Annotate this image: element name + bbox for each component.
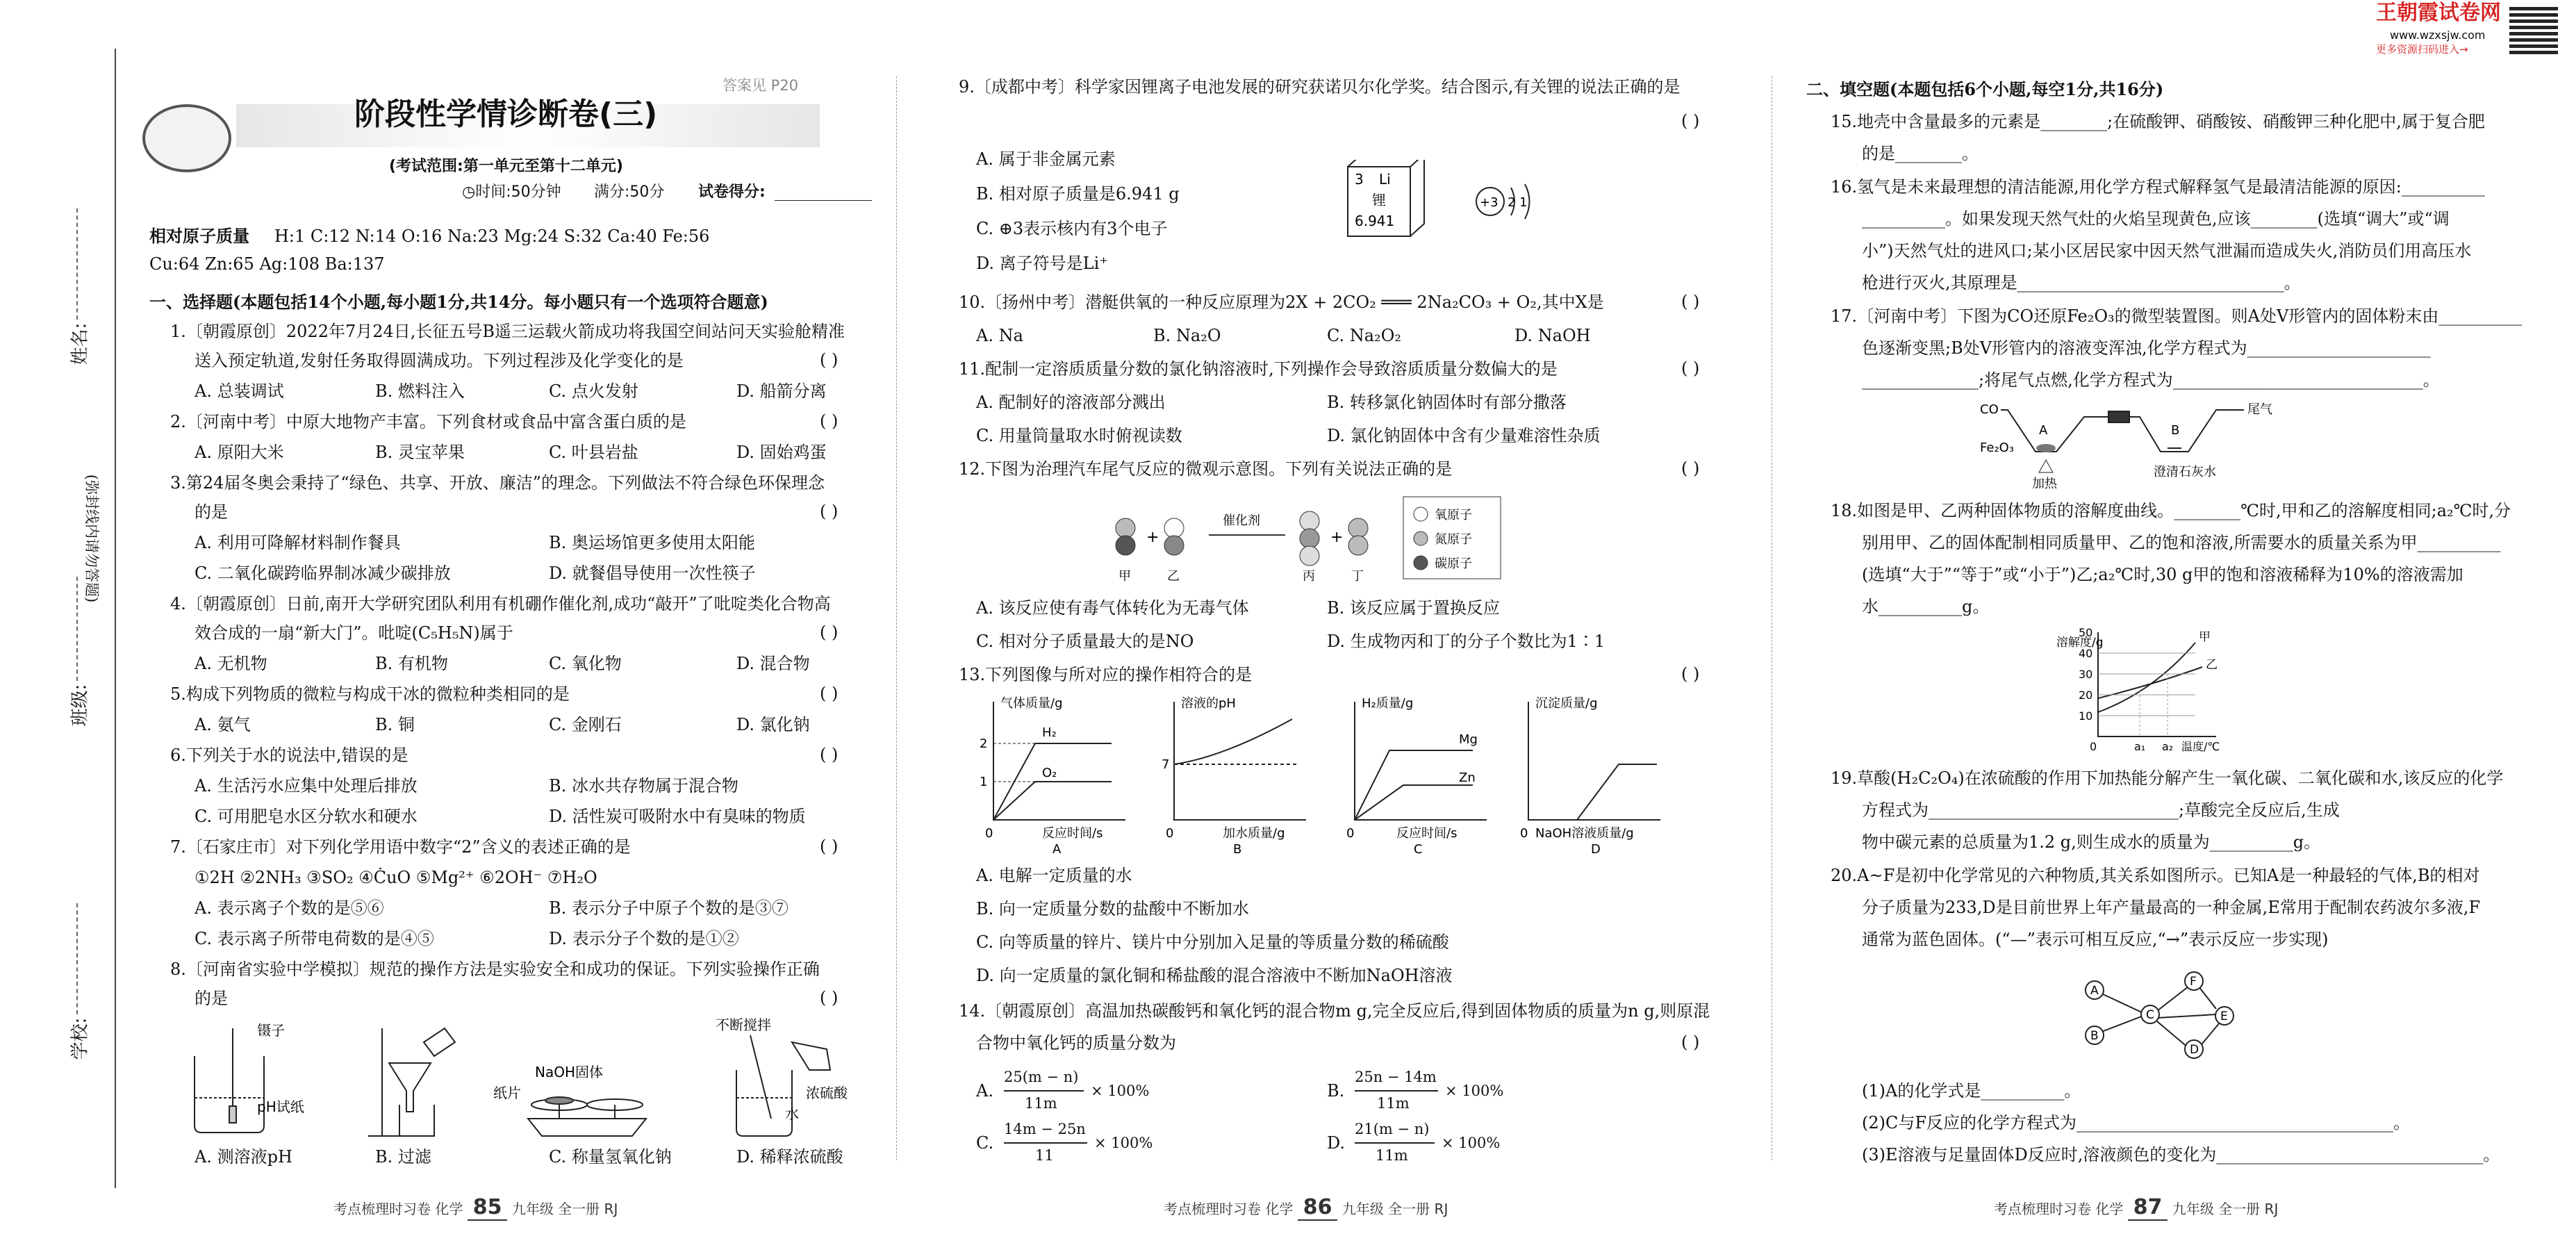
class-label: 班级: [69, 684, 91, 727]
graph-a-zero: 0 [985, 826, 993, 841]
lithium-figure [1341, 160, 1556, 243]
ding-label: 丁 [1351, 569, 1364, 584]
sol-ylabel: 溶解度/g [2056, 636, 2104, 650]
graph-c-zero: 0 [1346, 826, 1355, 841]
q17-line2[interactable]: 色逐渐变黑;B处V形管内的溶液变浑浊,化学方程式为______________________ [1862, 338, 2431, 358]
class-field-line[interactable] [76, 577, 78, 681]
tail-gas-label: 尾气 [2247, 402, 2272, 417]
q13-graphs [973, 695, 1667, 855]
cell-number: 3 [1355, 171, 1364, 188]
footer-left-tail: 九年级 全一册 RJ [511, 1201, 618, 1217]
q14-b-fraction-bar [1355, 1090, 1438, 1092]
graph-c-zn: Zn [1459, 771, 1476, 785]
q14-a-denominator: 11m [1025, 1095, 1057, 1112]
q14-c-fraction-bar [1004, 1142, 1087, 1144]
q14-c-numerator: 14m − 25n [1004, 1121, 1086, 1137]
graph-a-o2: O₂ [1042, 766, 1057, 780]
page-number-85: 85 [468, 1195, 508, 1221]
footer-right-text: 考点梳理时习卷 化学 [1994, 1201, 2124, 1217]
q17-apparatus [1980, 396, 2293, 493]
q16-line2[interactable]: __________。如果发现天然气灶的火焰呈现黄色,应该________(选填“调大”或“调 [1862, 209, 2450, 229]
sol-tick-20: 20 [2079, 689, 2093, 702]
q9-option-a[interactable]: A. 属于非金属元素 [976, 149, 1116, 169]
catalyst-label: 催化剂 [1223, 513, 1260, 528]
footer-left-text: 考点梳理时习卷 化学 [333, 1201, 463, 1217]
cell-symbol: Li [1379, 171, 1391, 188]
graph-b-seven: 7 [1162, 757, 1170, 772]
graph-b-zero: 0 [1166, 826, 1174, 841]
logo-seal-icon [142, 104, 231, 172]
tweezers-label: 镊子 [257, 1022, 285, 1039]
q14-a-fraction-bar [1004, 1090, 1084, 1092]
graph-c-xlabel: 反应时间/s [1396, 826, 1458, 841]
exam-title: 阶段性学情诊断卷(三) [354, 97, 658, 132]
q14-a-numerator: 25(m − n) [1004, 1069, 1079, 1085]
q13-stem: 13.下列图像与所对应的操作相符合的是 [959, 665, 1253, 684]
graph-a-tick1: 1 [980, 775, 988, 789]
name-label: 姓名: [69, 322, 91, 365]
q6-stem: 6.下列关于水的说法中,错误的是 [170, 746, 408, 765]
q16-line1[interactable]: 16.氢气是未来最理想的清洁能源,用化学方程式解释氢气是最清洁能源的原因:__________ [1831, 177, 2485, 197]
school-label: 学校: [69, 1017, 91, 1060]
q12-option-b[interactable]: B. 该反应属于置换反应 [1327, 598, 1500, 618]
node-e: E [2220, 1010, 2228, 1023]
conc-acid-label: 浓硫酸 [806, 1085, 848, 1101]
q7-option-a[interactable]: A. 表示离子个数的是⑤⑥ [195, 898, 384, 918]
brand-slogan: 更多资源扫码进入→ [2376, 43, 2468, 56]
q7-stem: 7.〔石家庄市〕对下列化学用语中数字“2”含义的表述正确的是 [170, 837, 631, 857]
q11-option-a[interactable]: A. 配制好的溶液部分溅出 [976, 393, 1166, 412]
section1-heading: 一、选择题(本题包括14个小题,每小题1分,共14分。每小题只有一个选项符合题意) [149, 292, 768, 312]
q1-option-d[interactable]: D. 船箭分离 [736, 381, 827, 401]
exam-scope: (考试范围:第一单元至第十二单元) [389, 158, 623, 175]
q14-answer-paren[interactable]: ( ) [1681, 1032, 1700, 1052]
sol-a1: a₁ [2134, 740, 2146, 753]
ph-paper-label: pH试纸 [257, 1098, 304, 1115]
q14-b-denominator: 11m [1377, 1095, 1410, 1112]
q12-option-d[interactable]: D. 生成物丙和丁的分子个数比为1∶1 [1327, 632, 1605, 651]
q8-option-d[interactable]: D. 稀释浓硫酸 [736, 1147, 843, 1167]
qr-code-icon[interactable] [2509, 6, 2558, 54]
q14-d-percent: × 100% [1442, 1135, 1501, 1151]
q10-option-c[interactable]: C. Na₂O₂ [1327, 326, 1401, 345]
q15-line2[interactable]: 的是________。 [1862, 144, 1979, 163]
sol-tick-40: 40 [2079, 647, 2093, 660]
q13-option-c[interactable]: C. 向等质量的锌片、镁片中分别加入足量的等质量分数的稀硫酸 [976, 932, 1449, 952]
q16-line3: 小”)天然气灶的进风口;某小区居民家中因天然气泄漏而造成失火,消防员们用高压水 [1862, 241, 2472, 261]
balance-figure [528, 1097, 646, 1136]
q8-stem2: 的是 [195, 989, 228, 1008]
q6-option-d[interactable]: D. 活性炭可吸附水中有臭味的物质 [549, 807, 806, 826]
q2-answer-paren[interactable]: ( ) [820, 411, 839, 431]
point-a-label: A [2039, 423, 2048, 438]
sol-a2: a₂ [2162, 740, 2174, 753]
exam-score: 试卷得分: [698, 183, 766, 201]
solubility-chart [2056, 625, 2230, 757]
q3-stem: 3.第24届冬奥会秉持了“绿色、共享、开放、廉洁”的理念。下列做法不符合绿色环保理念 [170, 473, 825, 493]
brand-url[interactable]: www.wzxsjw.com [2390, 28, 2486, 42]
q11-answer-paren[interactable]: ( ) [1681, 359, 1700, 378]
water-label: 水 [785, 1105, 799, 1122]
q4-option-a[interactable]: A. 无机物 [195, 654, 267, 673]
legend-oxygen: 氧原子 [1435, 508, 1472, 522]
nucleus-label: +3 [1480, 195, 1498, 210]
q20-sub3[interactable]: (3)E溶液与足量固体D反应时,溶液颜色的变化为________________________________。 [1862, 1145, 2500, 1164]
q6-option-a[interactable]: A. 生活污水应集中处理后排放 [195, 776, 418, 796]
graph-d-xlabel: NaOH溶液质量/g [1535, 826, 1634, 841]
footer-right-tail: 九年级 全一册 RJ [2172, 1201, 2279, 1217]
q13-option-a[interactable]: A. 电解一定质量的水 [976, 866, 1132, 885]
q14-c-letter: C. [976, 1133, 994, 1153]
q14-c-percent: × 100% [1094, 1135, 1153, 1151]
sol-xlabel: 温度/℃ [2181, 740, 2220, 753]
q17-line1[interactable]: 17.〔河南中考〕下图为CO还原Fe₂O₃的微型装置图。则A处V形管内的固体粉末由__________ [1831, 306, 2523, 326]
q9-answer-paren[interactable]: ( ) [1681, 111, 1700, 131]
node-a: A [2090, 984, 2099, 998]
q4-option-c[interactable]: C. 氧化物 [549, 654, 622, 673]
graph-a-letter: A [1052, 842, 1062, 855]
sol-tick-30: 30 [2079, 668, 2093, 681]
q14-b-percent: × 100% [1445, 1083, 1504, 1099]
atomic-label: 相对原子质量 [149, 226, 249, 246]
binding-line-left [115, 49, 116, 1188]
q14-d-denominator: 11m [1376, 1147, 1408, 1164]
graph-d-zero: 0 [1520, 826, 1528, 841]
q3-option-a[interactable]: A. 利用可降解材料制作餐具 [195, 533, 401, 552]
graph-a-xlabel: 反应时间/s [1042, 826, 1103, 841]
q2-option-d[interactable]: D. 固始鸡蛋 [736, 443, 827, 462]
q4-answer-paren[interactable]: ( ) [820, 623, 839, 642]
q14-b-numerator: 25n − 14m [1355, 1069, 1437, 1085]
cell-mass: 6.941 [1355, 213, 1395, 229]
node-c: C [2146, 1008, 2154, 1022]
q4-option-d[interactable]: D. 混合物 [736, 654, 810, 673]
q10-option-b[interactable]: B. Na₂O [1153, 326, 1221, 345]
legend-carbon: 碳原子 [1435, 557, 1472, 571]
q2-option-b[interactable]: B. 灵宝苹果 [375, 443, 465, 462]
graph-d-letter: D [1591, 842, 1601, 855]
naoh-solid-label: NaOH固体 [535, 1064, 603, 1080]
q12-option-a[interactable]: A. 该反应使有毒气体转化为无毒气体 [976, 598, 1249, 618]
q11-option-c[interactable]: C. 用量筒量取水时俯视读数 [976, 426, 1182, 445]
name-field-line[interactable] [76, 208, 78, 320]
q11-stem: 11.配制一定溶质质量分数的氯化钠溶液时,下列操作会导致溶质质量分数偏大的是 [959, 359, 1558, 379]
q1-stem2: 送入预定轨道,发射任务取得圆满成功。下列过程涉及化学变化的是 [195, 351, 684, 370]
atomic-line2: Cu:64 Zn:65 Ag:108 Ba:137 [149, 254, 385, 274]
q18-line1[interactable]: 18.如图是甲、乙两种固体物质的溶解度曲线。________℃时,甲和乙的溶解度相同;a₂℃时,分 [1831, 501, 2511, 520]
sol-tick-10: 10 [2079, 709, 2093, 723]
graph-b-letter: B [1233, 842, 1242, 855]
brand-name: 王朝霞试卷网 [2376, 1, 2501, 25]
shell-label: 2 1 [1508, 195, 1528, 210]
legend-nitrogen: 氮原子 [1435, 532, 1472, 547]
q3-option-b[interactable]: B. 奥运场馆更多使用太阳能 [549, 533, 755, 552]
yi-label: 乙 [1167, 569, 1180, 584]
node-b: B [2090, 1029, 2099, 1043]
cell-name: 锂 [1372, 192, 1386, 208]
graph-b-ylabel: 溶液的pH [1181, 696, 1236, 711]
q8-answer-paren[interactable]: ( ) [820, 988, 839, 1007]
footer-middle-tail: 九年级 全一册 RJ [1341, 1201, 1448, 1217]
q6-option-b[interactable]: B. 冰水共存物属于混合物 [549, 776, 738, 796]
q10-option-d[interactable]: D. NaOH [1514, 326, 1591, 345]
q15-line1[interactable]: 15.地壳中含量最多的元素是________;在硫酸钾、硝酸铵、硝酸钾三种化肥中,属于复合肥 [1831, 112, 2485, 131]
q20-line1: 20.A~F是初中化学常见的六种物质,其关系如图所示。已知A是一种最轻的气体,B的相对 [1831, 866, 2480, 885]
q7-option-d[interactable]: D. 表示分子个数的是①② [549, 929, 739, 948]
q8-option-a[interactable]: A. 测溶液pH [195, 1147, 292, 1167]
graph-a-h2: H₂ [1042, 725, 1057, 740]
exam-time: ◷时间:50分钟 [462, 183, 561, 201]
q18-line3: (选填“大于”“等于”或“小于”)乙;a₂℃时,30 g甲的饱和溶液稀释为10%的溶液需加 [1862, 565, 2463, 584]
q19-line1: 19.草酸(H₂C₂O₄)在浓硫酸的作用下加热能分解产生一氧化碳、二氧化碳和水,该反应的化学 [1831, 768, 2504, 788]
q10-option-a[interactable]: A. Na [976, 326, 1023, 345]
q20-sub1[interactable]: (1)A的化学式是__________。 [1862, 1081, 2081, 1101]
q5-option-b[interactable]: B. 铜 [375, 715, 415, 734]
q7-option-c[interactable]: C. 表示离子所带电荷数的是④⑤ [195, 929, 434, 948]
graph-c-letter: C [1414, 842, 1423, 855]
sol-zero: 0 [2090, 740, 2097, 753]
q20-relation-diagram [2077, 966, 2244, 1063]
point-b-label: B [2171, 423, 2180, 438]
q13-answer-paren[interactable]: ( ) [1681, 664, 1700, 684]
answer-ref[interactable]: 答案见 P20 [723, 77, 799, 94]
paper-label: 纸片 [493, 1085, 521, 1101]
q19-line2[interactable]: 方程式为______________________________;草酸完全反应后,生成 [1862, 800, 2340, 820]
score-line[interactable] [775, 200, 872, 201]
q9-option-d[interactable]: D. 离子符号是Li⁺ [976, 254, 1108, 273]
q9-stem: 9.〔成都中考〕科学家因锂离子电池发展的研究获诺贝尔化学奖。结合图示,有关锂的说法正确的是 [959, 77, 1681, 97]
q18-line4[interactable]: 水__________g。 [1862, 597, 1990, 616]
q10-answer-paren[interactable]: ( ) [1681, 292, 1700, 311]
q5-stem: 5.构成下列物质的微粒与构成干冰的微粒种类相同的是 [170, 684, 570, 704]
page-number-86: 86 [1298, 1195, 1338, 1221]
q5-option-c[interactable]: C. 金刚石 [549, 715, 622, 734]
graph-a-tick2: 2 [980, 736, 988, 751]
q14-stem: 14.〔朝霞原创〕高温加热碳酸钙和氧化钙的混合物m g,完全反应后,得到固体物质的质量为n g,则原混 [959, 1001, 1710, 1021]
sol-tick-50: 50 [2079, 626, 2093, 639]
atomic-line1: H:1 C:12 N:14 O:16 Na:23 Mg:24 S:32 Ca:40 Fe:56 [274, 227, 710, 246]
q14-d-letter: D. [1327, 1133, 1346, 1153]
graph-b-xlabel: 加水质量/g [1223, 826, 1285, 841]
q14-a-letter: A. [976, 1081, 993, 1101]
q9-option-c[interactable]: C. ⊕3表示核内有3个电子 [976, 219, 1168, 238]
q16-line4[interactable]: 枪进行灭火,其原理是________________________________。 [1862, 273, 2301, 293]
q2-option-a[interactable]: A. 原阳大米 [195, 443, 284, 462]
school-field-line[interactable] [76, 903, 78, 1014]
q1-option-b[interactable]: B. 燃料注入 [375, 381, 465, 401]
q11-option-b[interactable]: B. 转移氯化钠固体时有部分撒落 [1327, 393, 1567, 412]
q5-option-a[interactable]: A. 氨气 [195, 715, 251, 734]
section2-heading: 二、填空题(本题包括6个小题,每空1分,共16分) [1806, 79, 2164, 99]
graph-a-ylabel: 气体质量/g [1000, 696, 1063, 711]
page-divider-1 [896, 76, 897, 1160]
q5-answer-paren[interactable]: ( ) [820, 684, 839, 703]
graph-d-ylabel: 沉淀质量/g [1535, 696, 1598, 711]
q14-d-numerator: 21(m − n) [1355, 1121, 1430, 1137]
q3-answer-paren[interactable]: ( ) [820, 502, 839, 521]
svg-text:+: + [1146, 529, 1159, 546]
q8-option-b[interactable]: B. 过滤 [375, 1147, 431, 1167]
q12-stem: 12.下图为治理汽车尾气反应的微观示意图。下列有关说法正确的是 [959, 459, 1453, 479]
q14-c-denominator: 11 [1035, 1147, 1054, 1164]
page-number-87: 87 [2128, 1195, 2168, 1221]
graph-c-mg: Mg [1459, 732, 1478, 747]
q14-a-percent: × 100% [1091, 1083, 1150, 1099]
q3-option-c[interactable]: C. 二氧化碳跨临界制冰减少碳排放 [195, 563, 451, 583]
q8-option-c[interactable]: C. 称量氢氧化钠 [549, 1147, 672, 1167]
sol-series-jia: 甲 [2199, 630, 2211, 644]
node-d: D [2190, 1043, 2199, 1057]
q8-stem: 8.〔河南省实验中学模拟〕规范的操作方法是实验安全和成功的保证。下列实验操作正确 [170, 960, 820, 979]
q12-option-c[interactable]: C. 相对分子质量最大的是NO [976, 632, 1194, 651]
q12-answer-paren[interactable]: ( ) [1681, 459, 1700, 478]
q1-option-c[interactable]: C. 点火发射 [549, 381, 638, 401]
svg-text:+: + [1330, 529, 1344, 546]
q1-option-a[interactable]: A. 总装调试 [195, 381, 284, 401]
q11-option-d[interactable]: D. 氯化钠固体中含有少量难溶性杂质 [1327, 426, 1601, 445]
q17-line3[interactable]: ______________;将尾气点燃,化学方程式为______________________________。 [1862, 370, 2440, 390]
exam-full: 满分:50分 [594, 183, 665, 201]
q7-answer-paren[interactable]: ( ) [820, 837, 839, 856]
q20-line3: 通常为蓝色固体。(“—”表示可相互反应,“→”表示反应一步实现) [1862, 930, 2329, 949]
q3-stem2: 的是 [195, 502, 228, 522]
q3-option-d[interactable]: D. 就餐倡导使用一次性筷子 [549, 563, 756, 583]
q1-stem: 1.〔朝霞原创〕2022年7月24日,长征五号B遥三运载火箭成功将我国空间站问天实验舱精准 [170, 322, 845, 341]
q6-answer-paren[interactable]: ( ) [820, 745, 839, 764]
filtration-figure [368, 1028, 455, 1136]
q14-d-fraction-bar [1355, 1142, 1435, 1144]
q8-lab-figures [181, 1014, 868, 1146]
bing-label: 丙 [1303, 569, 1315, 584]
q19-line3[interactable]: 物中碳元素的总质量为1.2 g,则生成水的质量为__________g。 [1862, 832, 2321, 852]
q2-option-c[interactable]: C. 叶县岩盐 [549, 443, 638, 462]
q10-stem: 10.〔扬州中考〕潜艇供氧的一种反应原理为2X + 2CO₂ ═══ 2Na₂CO₃ + O₂,其中X是 [959, 293, 1604, 312]
q7-option-b[interactable]: B. 表示分子中原子个数的是③⑦ [549, 898, 789, 918]
graph-c-ylabel: H₂质量/g [1362, 696, 1414, 711]
heat-label: 加热 [2032, 477, 2057, 491]
jia-label: 甲 [1118, 569, 1131, 584]
footer-middle-text: 考点梳理时习卷 化学 [1164, 1201, 1294, 1217]
q13-option-b[interactable]: B. 向一定质量分数的盐酸中不断加水 [976, 899, 1249, 919]
q14-b-letter: B. [1327, 1081, 1345, 1101]
fe2o3-label: Fe₂O₃ [1980, 441, 2015, 455]
q2-stem: 2.〔河南中考〕中原大地物产丰富。下列食材或食品中富含蛋白质的是 [170, 412, 686, 431]
q4-stem: 4.〔朝霞原创〕日前,南开大学研究团队利用有机硼作催化剂,成功“敲开”了吡啶类化合物高 [170, 594, 831, 614]
footer-right [1994, 1195, 2278, 1219]
footer-left [333, 1195, 618, 1219]
q7-items: ①2H ②2NH₃ ③SO₂ ④ĊuO ⑤Mg²⁺ ⑥2OH⁻ ⑦H₂O [195, 868, 597, 887]
q12-micro-figure [1105, 493, 1535, 591]
q1-answer-paren[interactable]: ( ) [820, 350, 839, 370]
sol-series-yi: 乙 [2206, 658, 2218, 672]
q20-line2: 分子质量为233,D是目前世界上年产量最高的一种金属,E常用于配制农药波尔多液,F [1862, 898, 2481, 917]
q13-option-d[interactable]: D. 向一定质量的氯化铜和稀盐酸的混合溶液中不断加NaOH溶液 [976, 966, 1453, 985]
q6-option-c[interactable]: C. 可用肥皂水区分软水和硬水 [195, 807, 418, 826]
q14-stem2: 合物中氧化钙的质量分数为 [976, 1033, 1176, 1053]
q18-line2[interactable]: 别用甲、乙的固体配制相同质量甲、乙的饱和溶液,所需要水的质量关系为甲__________ [1862, 533, 2501, 552]
q20-sub2[interactable]: (2)C与F反应的化学方程式为______________________________________。 [1862, 1113, 2411, 1133]
q9-option-b[interactable]: B. 相对原子质量是6.941 g [976, 184, 1180, 204]
stir-label: 不断搅拌 [716, 1016, 771, 1033]
q4-option-b[interactable]: B. 有机物 [375, 654, 448, 673]
q4-stem2: 效合成的一扇“新大门”。吡啶(C₅H₅N)属于 [195, 623, 513, 643]
limewater-label: 澄清石灰水 [2154, 465, 2216, 479]
footer-middle [1164, 1195, 1448, 1219]
co-label: CO [1980, 402, 1999, 417]
q5-option-d[interactable]: D. 氯化钠 [736, 715, 810, 734]
seal-note: (弥封线内请勿答题) [83, 474, 101, 603]
ph-test-figure [195, 1028, 264, 1133]
node-f: F [2190, 975, 2197, 989]
